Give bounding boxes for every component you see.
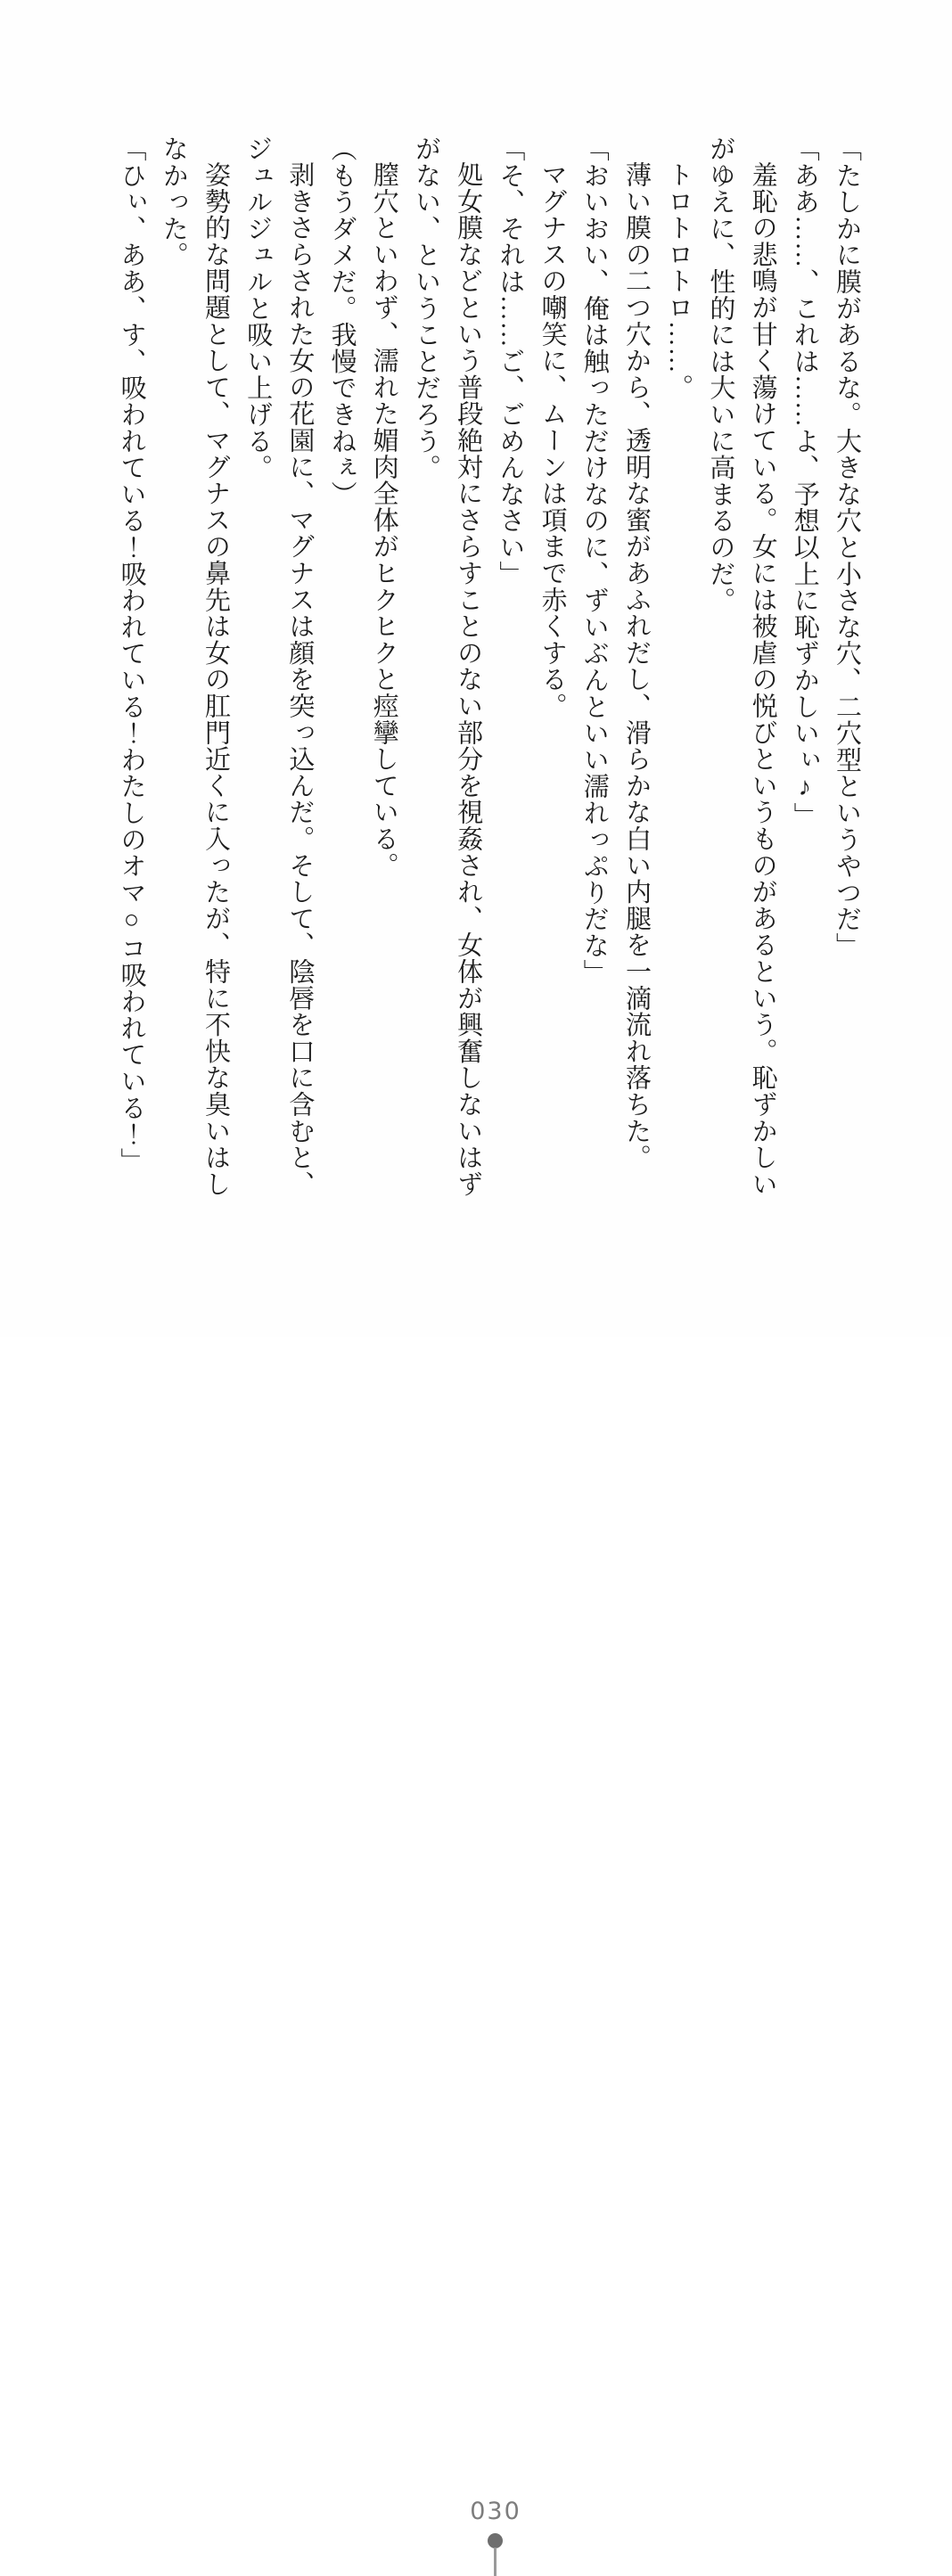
novel-paragraph: 姿勢的な問題として、マグナスの鼻先は女の肛門近くに入ったが、特に不快な臭いはしなかった。 [159,135,230,1198]
novel-text-block [108,135,867,1202]
page-marker-dot-icon [488,2533,503,2548]
novel-paragraph: 「ひぃ、ああ、す、吸われている！吸われている！わたしのオマ○コ吸われている！」 [117,135,146,1175]
novel-paragraph: マグナスの嘲笑に、ムーンは項まで赤くする。 [538,161,567,719]
novel-paragraph: 「おいおい、俺は触っただけなのに、ずいぶんといい濡れっぷりだな」 [579,135,609,986]
novel-paragraph: 「そ、それは……ご、ごめんなさい」 [496,135,525,587]
novel-paragraph: 「ああ……、これは……よ、予想以上に恥ずかしいぃ♪」 [790,135,819,829]
novel-paragraph: 「たしかに膜があるな。大きな穴と小さな穴、二穴型というやつだ」 [833,135,861,959]
novel-paragraph: 剥きさらされた女の花園に、マグナスは顔を突っ込んだ。そして、陰唇を口に含むと、ジュルジュルと吸い上げる。 [243,135,315,1198]
page-marker-line [494,2547,497,2576]
novel-paragraph: （もうダメだ。我慢できねぇ） [327,135,357,508]
novel-paragraph: 膣穴といわず、濡れた媚肉全体がヒクヒクと痙攣している。 [369,161,398,879]
novel-paragraph: 羞恥の悲鳴が甘く蕩けている。女には被虐の悦びというものがあるという。恥ずかしいがゆえに、性的には大いに高まるのだ。 [706,135,777,1198]
page-footer [0,1239,952,2525]
page-number: 030 [470,2498,521,2525]
novel-paragraph: 薄い膜の二つ穴から、透明な蜜があふれだし、滑らかな白い内腿を一滴流れ落ちた。 [621,161,651,1171]
novel-paragraph: 処女膜などという普段絶対にさらすことのない部分を視姦され、女体が興奮しないはずがない、ということだろう。 [411,135,483,1198]
novel-paragraph: トロトロトロ……。 [664,161,693,401]
